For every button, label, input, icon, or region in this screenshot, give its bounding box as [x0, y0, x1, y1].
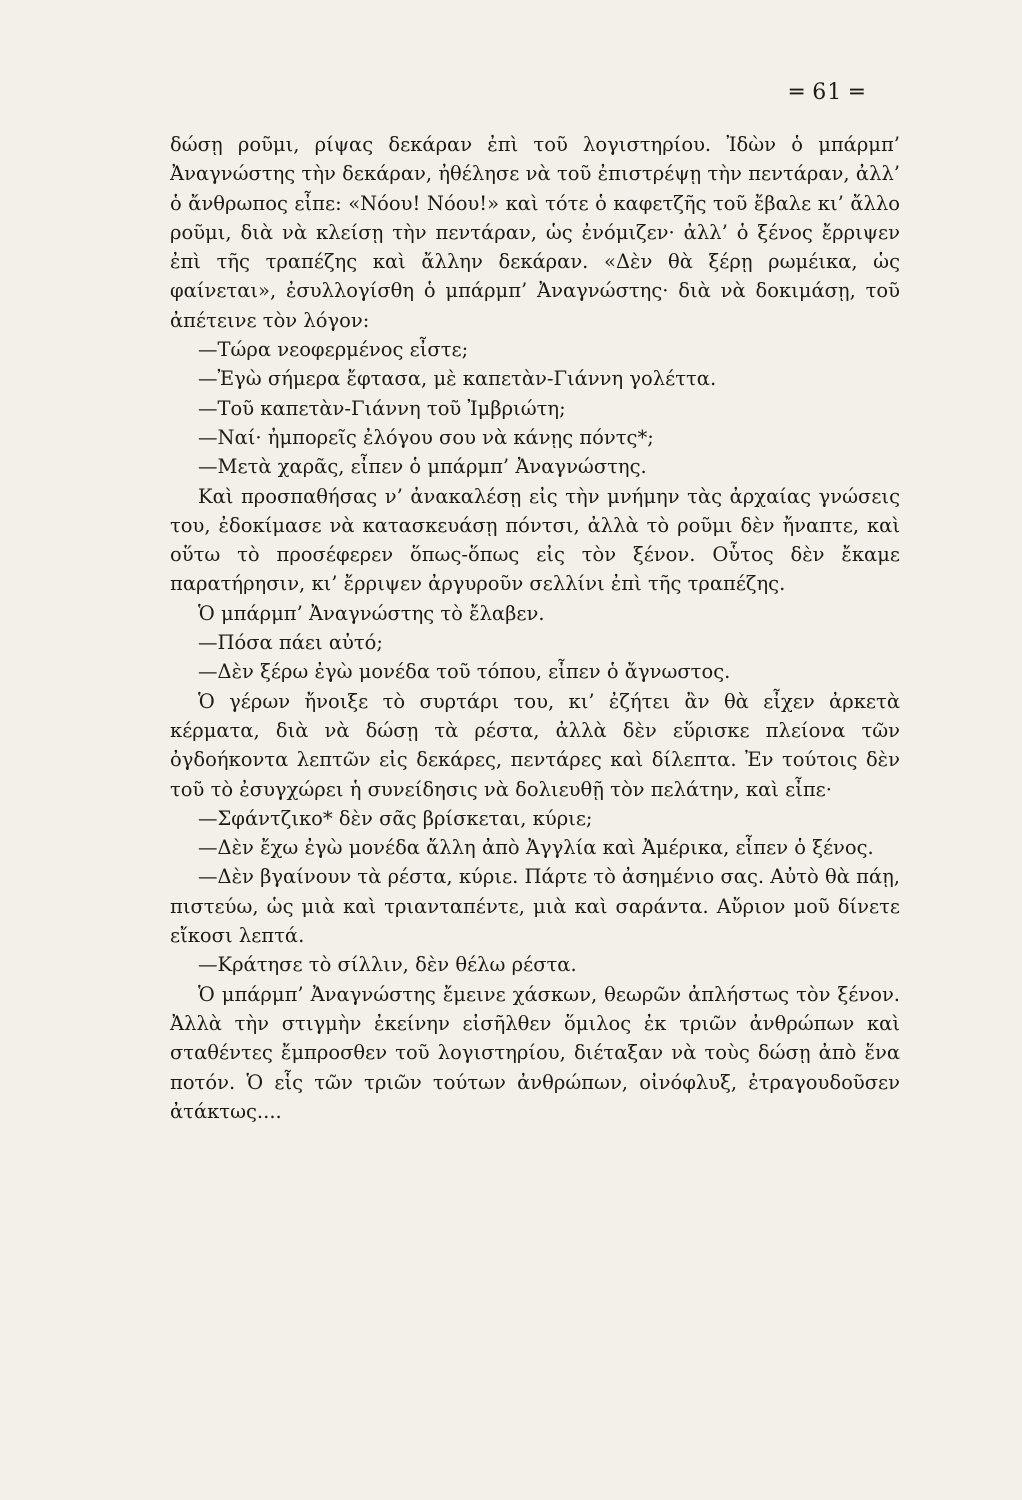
dialogue-line: —Τοῦ καπετὰν-Γιάννη τοῦ Ἰμβριώτη; — [198, 396, 566, 420]
dialogue-line: —Σφάντζικο* δὲν σᾶς βρίσκεται, κύριε; — [198, 806, 593, 830]
dialogue-line: —Δὲν βγαίνουν τὰ ρέστα, κύριε. Πάρτε τὸ ἀσημένιο σας. Αὐτὸ θὰ πάῃ, πιστεύω, ὡς μιὰ καὶ τριανταπέντε, μιὰ καὶ σαράντα. Αὔριον μοῦ δίνετε εἴκοσι λεπτά. — [170, 865, 900, 948]
dialogue-line: —Δὲν ξέρω ἐγὼ μονέδα τοῦ τόπου, εἶπεν ὁ ἄγνωστος. — [198, 660, 731, 684]
body-text — [170, 130, 900, 1126]
dialogue-line: —Κράτησε τὸ σίλλιν, δὲν θέλω ρέστα. — [198, 953, 577, 977]
paragraph: Ὁ μπάρμπ’ Ἀναγνώστης τὸ ἔλαβεν. — [198, 601, 545, 625]
dialogue-line: —Ναί· ἠμπορεῖς ἐλόγου σου νὰ κάνῃς πόντς*; — [198, 425, 654, 449]
paragraph: Ὁ γέρων ἤνοιξε τὸ συρτάρι του, κι’ ἐζήτει ἂν θὰ εἶχεν ἀρκετὰ κέρματα, διὰ νὰ δώσῃ τὰ ρέστα, ἀλλὰ δὲν εὕρισκε πλείονα τῶν ὀγδοήκοντα λεπτῶν εἰς δεκάρες, πεντάρες καὶ δίλεπτα. Ἐν τούτοις δὲν τοῦ τὸ ἐσυγχώρει ἡ συνείδησις νὰ δολιευθῇ τὸν πελάτην, καὶ εἶπε· — [170, 689, 900, 801]
paragraph: Ὁ μπάρμπ’ Ἀναγνώστης ἔμεινε χάσκων, θεωρῶν ἀπλήστως τὸν ξένον. Ἀλλὰ τὴν στιγμὴν ἐκείνην εἰσῆλθεν ὅμιλος ἐκ τριῶν ἀνθρώπων καὶ σταθέντες ἔμπροσθεν τοῦ λογιστηρίου, διέταξαν νὰ τοὺς δώσῃ ἀπὸ ἕνα ποτόν. Ὁ εἷς τῶν τριῶν τούτων ἀνθρώπων, οἰνόφλυξ, ἐτραγουδοῦσεν ἀτάκτως.... — [170, 982, 900, 1123]
dialogue-line: —Τώρα νεοφερμένος εἶστε; — [198, 338, 469, 362]
paragraph: δώσῃ ροῦμι, ρίψας δεκάραν ἐπὶ τοῦ λογιστηρίου. Ἰδὼν ὁ μπάρμπ’ Ἀναγνώστης τὴν δεκάραν, ἠθέλησε νὰ τοῦ ἐπιστρέψῃ τὴν πεντάραν, ἀλλ’ ὁ ἄνθρωπος εἶπε: «Νόου! Νόου!» καὶ τότε ὁ καφετζῆς τοῦ ἔβαλε κι’ ἄλλο ροῦμι, διὰ νὰ κλείσῃ τὴν πεντάραν, ὡς ἐνόμιζεν· ἀλλ’ ὁ ξένος ἔρριψεν ἐπὶ τῆς τραπέζης καὶ ἄλλην δεκάραν. «Δὲν θὰ ξέρῃ ρωμέικα, ὡς φαίνεται», ἐσυλλογίσθη ὁ μπάρμπ’ Ἀναγνώστης· διὰ νὰ δοκιμάσῃ, τοῦ ἀπέτεινε τὸν λόγον: — [170, 133, 900, 332]
paragraph: Καὶ προσπαθήσας ν’ ἀνακαλέσῃ εἰς τὴν μνήμην τὰς ἀρχαίας γνώσεις του, ἐδοκίμασε νὰ κατασκευάσῃ πόντσι, ἀλλὰ τὸ ροῦμι δὲν ἤναπτε, καὶ οὕτω τὸ προσέφερεν ὅπως-ὅπως εἰς τὸν ξένον. Οὗτος δὲν ἔκαμε παρατήρησιν, κι’ ἔρριψεν ἀργυροῦν σελλίνι ἐπὶ τῆς τραπέζης. — [170, 484, 900, 596]
dialogue-line: —Ἐγὼ σήμερα ἔφτασα, μὲ καπετὰν-Γιάννη γολέττα. — [198, 367, 717, 391]
dialogue-line: —Πόσα πάει αὐτό; — [198, 631, 383, 655]
dialogue-line: —Δὲν ἔχω ἐγὼ μονέδα ἄλλη ἀπὸ Ἀγγλία καὶ Ἀμέρικα, εἶπεν ὁ ξένος. — [198, 836, 874, 860]
dialogue-line: —Μετὰ χαρᾶς, εἶπεν ὁ μπάρμπ’ Ἀναγνώστης. — [198, 455, 647, 479]
page-number: ═ 61 ═ — [790, 80, 865, 105]
